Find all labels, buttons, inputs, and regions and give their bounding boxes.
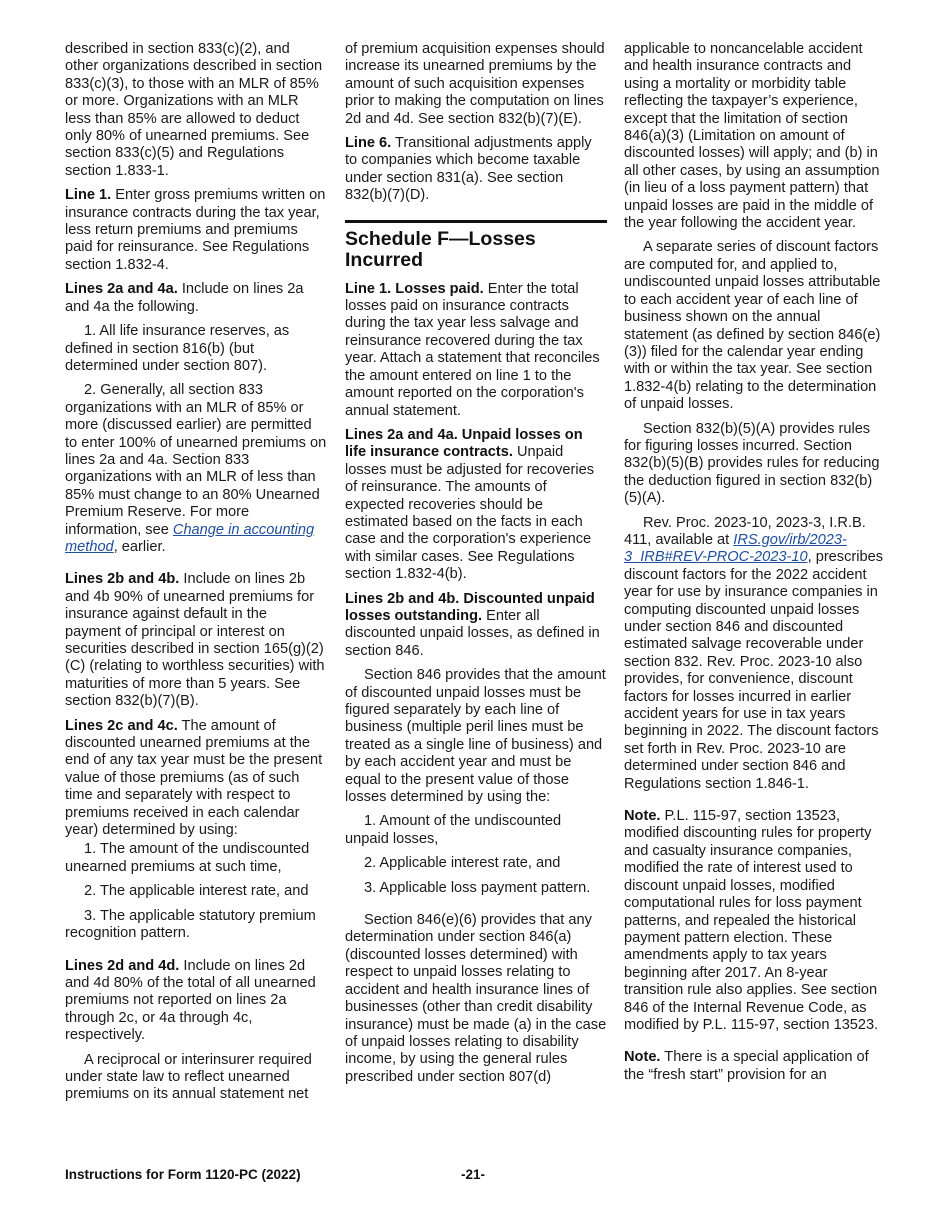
lines-2a-4a-text: Include on lines 2a and 4a the following. [65,281,304,315]
line-6-paragraph [345,135,607,205]
change-in-accounting-method-link[interactable]: Change in accounting method [65,521,315,555]
note-text: P.L. 115-97, section 13523, modified discounting rules for property and casualty insurance companies, modified the rate of interest used to discount unpaid losses, modified computational rules for loss payment patterns, and repealed the historical payment pattern election. These amendments apply to tax years beginning after 2017. An 8-year transition rule also applies. See section 846 of the Internal Revenue Code, as modified by P.L. 115-97, section 13523. [624,808,879,1033]
lines-2b-4b-text: Include on lines 2b and 4b 90% of unearned premiums for insurance against default in the payment of principal or interest on securities described in section 165(g)(2)(C) (relating to worthless securities) with maturities of more than 5 years. See section 832(b)(7)(B). [65,571,325,710]
irs-irb-link[interactable]: IRS.gov/irb/2023-3_IRB#REV-PROC-2023-10 [624,531,847,566]
lines-2a-4a-paragraph [65,281,327,316]
column-left [65,41,327,1104]
paragraph: applicable to noncancelable accident and health insurance contracts and using a mortality or morbidity table reflecting the taxpayer’s experience, except that the limitation of section 846(a)(3) (Limitation on amount of discounted losses) will apply; and (b) in all other cases, by using an assumption (in lieu of a loss payment pattern) that unpaid losses are paid in the middle of the year following the accident year. [624,41,880,232]
column-middle [345,41,607,1086]
discounted-losses-heading: Lines 2b and 4b. Discounted unpaid losses outstanding. [345,590,595,624]
line-6-heading: Line 6. [345,135,392,152]
lines-2c-4c-heading: Lines 2c and 4c. [65,717,178,734]
losses-paid-heading: Line 1. Losses paid. [345,280,484,297]
lines-2d-4d-text: Include on lines 2d and 4d 80% of the total of all unearned premiums not reported on lines 2a through 2c, or 4a through 4c, respectively. [65,957,316,1044]
paragraph: Section 832(b)(5)(A) provides rules for figuring losses incurred. Section 832(b)(5)(B) provides rules for reducing the deduction figured in section 832(b)(5)(A). [624,420,880,507]
note-paragraph [624,1049,886,1084]
paragraph: described in section 833(c)(2), and other organizations described in section 833(c)(3), to those with an MLR of 85% or more. Organizations with an MLR less than 85% are allowed to deduct only 80% of unearned premiums. See section 833(c)(5) and Regulations section 1.833-1. [65,41,323,179]
paragraph: of premium acquisition expenses should increase its unearned premiums by the amount of such acquisition expenses prior to making the computation on lines 2d and 4d. See section 832(b)(7)(E). [345,41,605,127]
lines-2b-4b-paragraph [65,571,327,710]
unpaid-losses-heading: Lines 2a and 4a. Unpaid losses on life insurance contracts. [345,426,583,461]
paragraph: Section 846(e)(6) provides that any determination under section 846(a) (discounted losses determined) with respect to unpaid losses relating to accident and health insurance lines of businesses (other than credit disability insurance) must be made (a) in the case of unpaid losses relating to disability income, by using the general rules prescribed under section 807(d) [345,912,607,1085]
form-title-footer: Instructions for Form 1120-PC (2022) [65,1167,301,1182]
note-paragraph [624,808,886,1034]
column-right [624,41,886,1084]
list-item: 1. Amount of the undiscounted unpaid losses, [345,813,562,847]
note-heading: Note. [624,1049,661,1066]
discounted-losses-text: Enter all discounted unpaid losses, as defined in section 846. [345,607,600,659]
unpaid-losses-paragraph [345,427,607,584]
list-item: 2. Applicable interest rate, and [364,855,561,872]
paragraph: A separate series of discount factors are computed for, and applied to, undiscounted unpaid losses attributable to each accident year of each line of business shown on the annual statement (as defined by section 846(e)(3)) filed for the calendar year ending with or within the tax year. See section 1.832-4(b) relating to the determination of unpaid losses. [624,239,881,413]
lines-2c-4c-paragraph [65,718,327,840]
list-item: 1. The amount of the undiscounted unearned premiums at such time, [65,841,310,875]
list-item: 2. Generally, all section 833 organizations with an MLR of 85% or more (discussed earlier) are permitted to enter 100% of unearned premiums on lines 2a and 4a. Section 833 organizations with an MLR of less than 85% must change to an 80% Unearned Premium Reserve. For more information, see Change in accounting method, earlier. [65,382,327,555]
line-1-heading: Line 1. [65,187,112,204]
note-heading: Note. [624,808,661,825]
lines-2d-4d-heading: Lines 2d and 4d. [65,957,180,974]
discounted-losses-paragraph [345,591,607,661]
schedule-f-title: Schedule F—Losses Incurred [345,227,536,271]
line-1-text: Enter gross premiums written on insurance contracts during the tax year, less return premiums and premiums paid for reinsurance. See Regulations section 1.832-4. [65,187,326,273]
list-item: 1. All life insurance reserves, as defined in section 816(b) (but determined under section 807). [65,323,290,374]
list-item: 3. Applicable loss payment pattern. [364,879,591,896]
line-1-paragraph [65,187,327,274]
page-number: -21- [461,1167,486,1182]
rev-proc-paragraph: Rev. Proc. 2023-10, 2023-3, I.R.B. 411, available at IRS.gov/irb/2023-3_IRB#REV-PROC-2023-10, prescribes discount factors for the 2022 accident year for use by insurance companies in computing discounted unpaid losses under section 846 and discounted estimated salvage recoverable under section 832. Rev. Proc. 2023-10 also provides, for convenience, discount factors for losses incurred in earlier accident years for use in tax years beginning in 2022. The discount factors set forth in Rev. Proc. 2023-10 are determined under section 846 and Regulations section 1.846-1. [624,514,884,792]
line-6-text: Transitional adjustments apply to companies which become taxable under section 831(a). See section 832(b)(7)(D). [345,135,592,204]
section-divider [345,220,607,223]
paragraph: A reciprocal or interinsurer required under state law to reflect unearned premiums on its annual statement net [65,1051,312,1103]
paragraph: Section 846 provides that the amount of discounted unpaid losses must be figured separately by each line of business (multiple peril lines must be treated as a single line of business) and by each accident year and must be equal to the present value of those losses determined by using the: [345,667,606,806]
lines-2d-4d-paragraph [65,958,327,1045]
losses-paid-paragraph [345,281,607,420]
note-text: There is a special application of the “fresh start” provision for an [624,1049,869,1083]
unpaid-losses-text: Unpaid losses must be adjusted for recoveries of reinsurance. The amounts of expected recoveries should be estimated based on the facts in each case and the corporation's experience with similar cases. See Regulations section 1.832-4(b). [345,444,595,583]
list-item: 2. The applicable interest rate, and [84,883,309,900]
list-item: 3. The applicable statutory premium recognition pattern. [65,907,316,942]
lines-2a-4a-heading: Lines 2a and 4a. [65,281,178,298]
lines-2b-4b-heading: Lines 2b and 4b. [65,571,180,588]
losses-paid-text: Enter the total losses paid on insurance contracts during the tax year less salvage and reinsurance recovered during the tax year. Attach a statement that reconciles the amount entered on line 1 to the amount reported on the corporation's annual statement. [345,280,600,419]
lines-2c-4c-text: The amount of discounted unearned premiums at the end of any tax year must be the present value of those premiums (as of such time and separately with respect to premiums received in each calendar year) determined by using: [65,717,323,839]
